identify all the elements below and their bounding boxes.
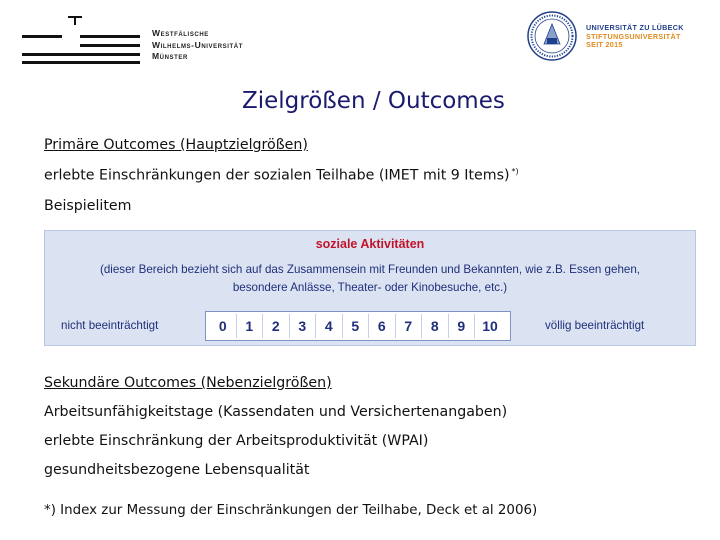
wwu-logo-line: Münster <box>152 51 188 61</box>
scale-option[interactable]: 2 <box>263 314 290 338</box>
footnote-marker: *) <box>511 167 519 176</box>
wwu-logo <box>18 8 288 72</box>
wwu-logo-line: Wilhelms-Universität <box>152 39 243 50</box>
logo-bar <box>22 53 140 56</box>
footnote: *) Index zur Messung der Einschränkungen der Teilhabe, Deck et al 2006) <box>44 503 538 518</box>
item-description <box>45 261 695 297</box>
scale-left-anchor: nicht beeinträchtigt <box>61 319 159 332</box>
university-seal-icon <box>526 10 578 62</box>
uzl-logo-line: SEIT 2015 <box>586 40 623 50</box>
item-heading: soziale Aktivitäten <box>315 237 425 251</box>
secondary-outcome-item: gesundheitsbezogene Lebensqualität <box>44 462 310 478</box>
scale-option[interactable]: 6 <box>369 314 396 338</box>
scale-option[interactable]: 5 <box>343 314 370 338</box>
scale-option[interactable]: 3 <box>290 314 317 338</box>
uzl-logo-line: UNIVERSITÄT ZU LÜBECK <box>586 23 684 32</box>
scale-option[interactable]: 7 <box>396 314 423 338</box>
scale-option[interactable]: 8 <box>422 314 449 338</box>
scale-option[interactable]: 10 <box>482 318 498 334</box>
rating-scale <box>205 311 511 341</box>
example-item-label: Beispielitem <box>44 198 132 214</box>
scale-option[interactable]: 4 <box>316 314 343 338</box>
secondary-outcome-item: erlebte Einschränkung der Arbeitsproduktivität (WPAI) <box>44 433 429 449</box>
logo-bar <box>80 44 140 47</box>
item-description-line: besondere Anlässe, Theater- oder Kinobesuche, etc.) <box>232 281 508 294</box>
scale-option[interactable]: 1 <box>237 314 264 338</box>
scale-option[interactable]: 0 <box>210 314 237 338</box>
secondary-outcomes-heading: Sekundäre Outcomes (Nebenzielgrößen) <box>44 375 332 391</box>
uzl-logo <box>526 10 711 66</box>
scale-right-anchor: völlig beeinträchtigt <box>545 319 645 332</box>
logo-bar <box>22 35 62 38</box>
scale-option[interactable]: 9 <box>449 314 476 338</box>
uzl-logo-text <box>586 24 684 50</box>
logo-bar <box>22 61 140 64</box>
wwu-logo-text <box>152 28 243 63</box>
page-title: Zielgrößen / Outcomes <box>242 88 505 114</box>
uzl-logo-line: STIFTUNGSUNIVERSITÄT <box>586 31 681 41</box>
primary-outcome-text: erlebte Einschränkungen der sozialen Teilhabe (IMET mit 9 Items) <box>44 167 510 184</box>
wwu-logo-line: Westfälische <box>152 28 209 38</box>
logo-bar <box>74 16 76 25</box>
item-description-line: (dieser Bereich bezieht sich auf das Zusammensein mit Freunden und Bekannten, wie z.B. Essen gehen, <box>99 263 641 276</box>
primary-outcomes-heading: Primäre Outcomes (Hauptzielgrößen) <box>44 137 308 153</box>
logo-bar <box>80 35 140 38</box>
secondary-outcome-item: Arbeitsunfähigkeitstage (Kassendaten und Versichertenangaben) <box>44 404 508 420</box>
primary-outcome-item <box>44 167 519 184</box>
example-item-panel <box>44 230 696 346</box>
